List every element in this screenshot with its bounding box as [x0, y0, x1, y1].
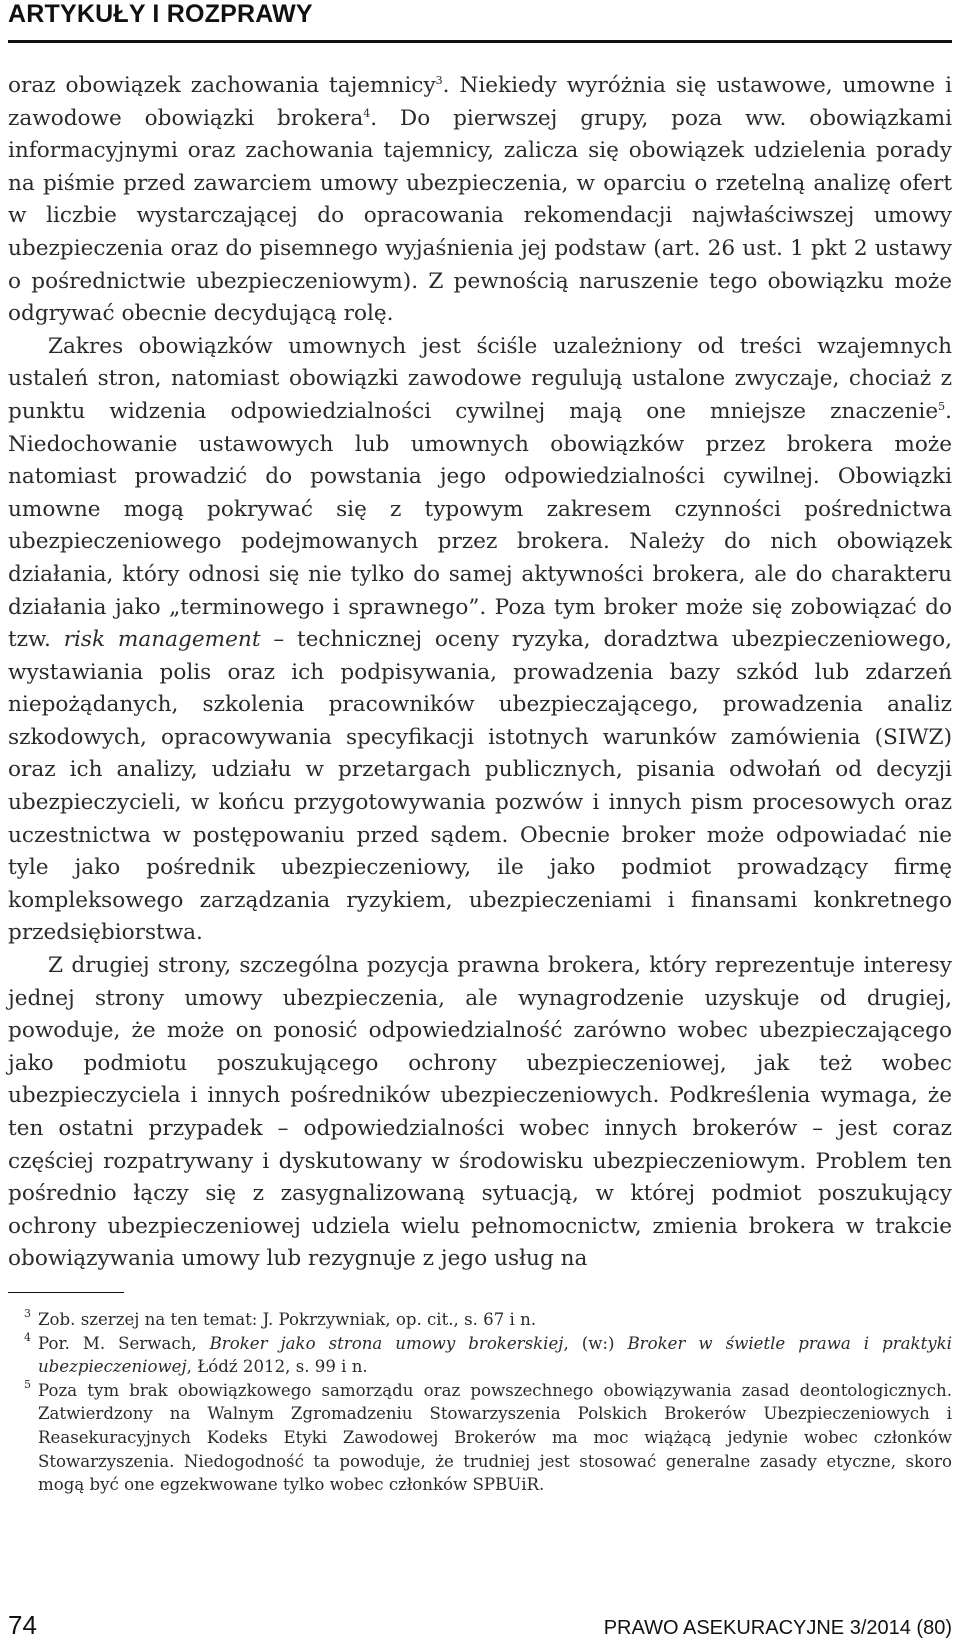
footnote-separator — [8, 1292, 124, 1293]
paragraph-1-text-c: . Do pierwszej grupy, poza ww. obowiązkami informacyjnymi oraz zachowania tajemnicy, zalicza się obowiązek udzielenia porady na piśmie przed zawarciem umowy ubezpieczenia, w oparciu o rzetelną analizę ofert w liczbie wystarczającej do opracowania rekomendacji najwłaściwszej umowy ubezpieczenia oraz do pisemnego wyjaśnienia jej podstaw (art. 26 ust. 1 pkt 2 ustawy o pośrednictwie ubezpieczeniowym). Z pewnością naruszenie tego obowiązku może odgrywać obecnie decydującą rolę. — [8, 105, 952, 327]
footnote-ref-5[interactable]: 5 — [938, 399, 946, 413]
footnote-ref-4[interactable]: 4 — [363, 106, 371, 120]
footnote-italic-title: Broker w świetle prawa i praktyki ubezpieczeniowej — [38, 1333, 952, 1377]
footnote-number: 5 — [24, 1377, 31, 1391]
paragraph-1 — [8, 70, 952, 331]
page-footer — [8, 1610, 952, 1642]
footnote-italic-title: Broker jako strona umowy brokerskiej — [209, 1333, 564, 1353]
footnote-text: Por. M. Serwach, — [38, 1333, 210, 1353]
journal-title: PRAWO ASEKURACYJNE 3/2014 (80) — [603, 1617, 952, 1639]
paragraph-1-text-b: . Niekiedy wyróżnia się ustawowe, umowne i zawodowe obowiązki brokera — [8, 73, 952, 131]
paragraph-2 — [8, 331, 952, 950]
footnote-text: Zob. szerzej na ten temat: J. Pokrzywniak, op. cit., s. 67 i n. — [38, 1310, 537, 1329]
footnotes — [8, 1308, 952, 1497]
footnote-4 — [8, 1332, 952, 1379]
footnote-text: , (w:) — [563, 1333, 628, 1353]
footnote-text: , Łódź 2012, s. 99 i n. — [186, 1357, 368, 1377]
footnote-number: 4 — [24, 1330, 31, 1344]
page-number: 74 — [8, 1610, 37, 1640]
article-body — [8, 70, 952, 1276]
paragraph-2-italic-term: risk management — [63, 627, 261, 653]
paragraph-2-text-a: Zakres obowiązków umownych jest ściśle uzależniony od treści wzajemnych ustaleń stron, natomiast obowiązki zawodowe regulują ustalone zwyczaje, chociaż z punktu widzenia odpowiedzialności cywilnej mają one mniejsze znaczenie — [8, 333, 952, 424]
paragraph-1-text-a: oraz obowiązek zachowania tajemnicy — [8, 73, 436, 98]
paragraph-2-text-c: – technicznej oceny ryzyka, doradztwa ubezpieczeniowego, wystawiania polis oraz ich podpisywania, prowadzenia bazy szkód lub zdarzeń niepożądanych, szkolenia pracowników ubezpieczającego, prowadzenia analiz szkodowych, opracowywania specyfikacji istotnych warunków zamówienia (SIWZ) oraz ich analizy, udziału w przetargach publicznych, pisania odwołań od decyzji ubezpieczycieli, w końcu przygotowywania pozwów i innych pism procesowych oraz uczestnictwa w postępowaniu przed sądem. Obecnie broker może odpowiadać nie tyle jako pośrednik ubezpieczeniowy, ile jako podmiot prowadzący firmę kompleksowego zarządzania ryzykiem, ubezpieczeniami i finansami konkretnego przedsiębiorstwa. — [8, 627, 953, 946]
footnote-ref-3[interactable]: 3 — [435, 73, 443, 87]
paragraph-3: Z drugiej strony, szczególna pozycja prawna brokera, który reprezentuje interesy jednej strony umowy ubezpieczenia, ale wynagrodzenie uzyskuje od drugiej, powoduje, że może on ponosić odpowiedzialność zarówno wobec ubezpieczającego jako podmiotu poszukującego ochrony ubezpieczeniowej, jak też wobec ubezpieczyciela i innych pośredników ubezpieczeniowych. Podkreślenia wymaga, że ten ostatni przypadek – odpowiedzialności wobec innych brokerów – jest coraz częściej rozpatrywany i dyskutowany w środowisku ubezpieczeniowym. Problem ten pośrednio łączy się z zasygnalizowaną sytuacją, w której podmiot poszukujący ochrony ubezpieczeniowej udziela wielu pełnomocnictw, zmienia brokera w trakcie obowiązywania umowy lub rezygnuje z jego usług na — [8, 953, 952, 1272]
footnote-3 — [8, 1308, 952, 1332]
paragraph-2-text-b: . Niedochowanie ustawowych lub umownych obowiązków przez brokera może natomiast prowadzić do powstania jego odpowiedzialności cywilnej. Obowiązki umowne mogą pokrywać się z typowym zakresem czynności pośrednictwa ubezpieczeniowego podejmowanych przez brokera. Należy do nich obowiązek działania, który odnosi się nie tylko do samej aktywności brokera, ale do charakteru działania jako „terminowego i sprawnego”. Poza tym broker może się zobowiązać do tzw. — [8, 398, 952, 653]
section-header: ARTYKUŁY I ROZPRAWY — [8, 0, 952, 43]
footnote-number: 3 — [24, 1307, 31, 1320]
footnote-text: Poza tym brak obowiązkowego samorządu oraz powszechnego obowiązywania zasad deontologicznych. Zatwierdzony na Walnym Zgromadzeniu Stowarzyszenia Polskich Brokerów Ubezpieczeniowych i Reasekuracyjnych Kodeks Etyki Zawodowej Brokerów ma moc wiążącą jedynie wobec członków Stowarzyszenia. Niedogodność ta powoduje, że trudniej jest stosować generalne zasady etyczne, skoro mogą być one egzekwowane tylko wobec członków SPBUiR. — [38, 1380, 952, 1495]
footnote-5 — [8, 1379, 952, 1497]
